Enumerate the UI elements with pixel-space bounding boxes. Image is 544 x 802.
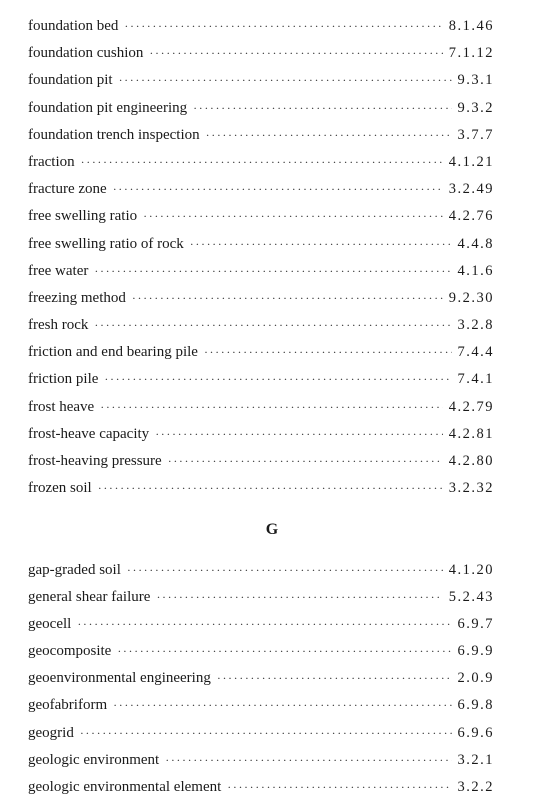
dot-leader bbox=[98, 475, 443, 502]
index-ref: 2.0.9 bbox=[457, 670, 494, 687]
index-entry bbox=[28, 692, 494, 719]
index-term: geologic environment bbox=[28, 751, 160, 768]
dot-leader bbox=[77, 611, 451, 638]
index-entry bbox=[28, 584, 494, 611]
index-entry bbox=[28, 611, 494, 638]
dot-leader bbox=[94, 258, 451, 285]
index-ref: 6.9.8 bbox=[457, 697, 494, 714]
dot-leader bbox=[113, 176, 443, 203]
index-entry bbox=[28, 475, 494, 502]
index-ref: 7.4.1 bbox=[457, 371, 494, 388]
index-entry bbox=[28, 312, 494, 339]
index-term: frozen soil bbox=[28, 480, 92, 497]
dot-leader bbox=[119, 67, 452, 94]
index-entry bbox=[28, 231, 494, 258]
index-ref: 3.2.8 bbox=[457, 317, 494, 334]
index-entry bbox=[28, 366, 494, 393]
index-ref: 3.2.2 bbox=[457, 778, 494, 795]
index-term: geocell bbox=[28, 616, 72, 633]
index-ref: 4.2.80 bbox=[448, 453, 494, 469]
index-ref: 6.9.9 bbox=[457, 643, 494, 660]
dot-leader bbox=[168, 448, 443, 475]
dot-leader bbox=[193, 95, 451, 122]
index-term: gap-graded soil bbox=[28, 562, 121, 578]
index-entry bbox=[28, 149, 494, 176]
index-entry bbox=[28, 13, 494, 40]
index-ref: 6.9.7 bbox=[457, 616, 494, 633]
index-term: free swelling ratio bbox=[28, 208, 138, 225]
index-term: foundation pit engineering bbox=[28, 99, 188, 116]
index-entry bbox=[28, 285, 494, 312]
index-term: geologic environmental element bbox=[28, 778, 222, 795]
index-ref: 3.2.32 bbox=[448, 480, 494, 497]
dot-leader bbox=[206, 122, 452, 149]
index-entry bbox=[28, 665, 494, 692]
dot-leader bbox=[149, 40, 442, 67]
dot-leader bbox=[81, 149, 443, 176]
index-term: general shear failure bbox=[28, 589, 151, 606]
index-term: foundation trench inspection bbox=[28, 126, 200, 143]
dot-leader bbox=[227, 774, 451, 801]
index-term: free swelling ratio of rock bbox=[28, 235, 184, 252]
index-entry bbox=[28, 203, 494, 230]
dot-leader bbox=[127, 557, 443, 584]
index-term: free water bbox=[28, 262, 89, 279]
index-term: fracture zone bbox=[28, 181, 107, 198]
index-ref: 4.2.79 bbox=[448, 398, 494, 415]
index-ref: 4.1.6 bbox=[457, 262, 494, 279]
index-ref: 5.2.43 bbox=[448, 589, 494, 606]
index-term: freezing method bbox=[28, 289, 126, 306]
index-term: geoenvironmental engineering bbox=[28, 670, 211, 687]
index-ref: 6.9.6 bbox=[457, 724, 494, 741]
dot-leader bbox=[117, 638, 451, 665]
index-term: friction pile bbox=[28, 371, 99, 388]
index-term: geofabriform bbox=[28, 697, 108, 714]
dot-leader bbox=[104, 366, 451, 393]
index-ref: 7.1.12 bbox=[448, 45, 494, 62]
index-ref: 4.1.21 bbox=[448, 153, 494, 170]
index-ref: 7.4.4 bbox=[457, 344, 494, 361]
dot-leader bbox=[217, 665, 452, 692]
dot-leader bbox=[190, 231, 452, 258]
index-ref: 3.7.7 bbox=[457, 126, 494, 143]
index-term: foundation cushion bbox=[28, 45, 144, 62]
index-term: fraction bbox=[28, 153, 75, 170]
dot-leader bbox=[143, 203, 443, 230]
section-heading-g: G bbox=[265, 521, 279, 538]
index-ref: 9.3.2 bbox=[457, 99, 494, 116]
index-term: geogrid bbox=[28, 724, 74, 741]
index-entry bbox=[28, 258, 494, 285]
index-entry bbox=[28, 774, 494, 801]
index-ref: 4.1.20 bbox=[448, 562, 494, 578]
index-entry bbox=[28, 638, 494, 665]
index-entry bbox=[28, 448, 494, 475]
index-entry bbox=[28, 421, 494, 448]
dot-leader bbox=[132, 285, 443, 312]
index-term: geocomposite bbox=[28, 643, 112, 660]
index-ref: 3.2.1 bbox=[457, 751, 494, 768]
dot-leader bbox=[80, 720, 452, 747]
index-entry bbox=[28, 557, 494, 584]
index-entry bbox=[28, 720, 494, 747]
dot-leader bbox=[100, 394, 443, 421]
index-entry bbox=[28, 394, 494, 421]
index-ref: 4.4.8 bbox=[457, 235, 494, 252]
index-term: fresh rock bbox=[28, 317, 89, 334]
index-term: foundation bed bbox=[28, 18, 119, 34]
index-ref: 8.1.46 bbox=[448, 18, 494, 34]
dot-leader bbox=[124, 13, 442, 40]
index-ref: 4.2.81 bbox=[448, 425, 494, 442]
index-term: frost-heaving pressure bbox=[28, 453, 162, 469]
index-term: frost heave bbox=[28, 398, 95, 415]
index-entry bbox=[28, 339, 494, 366]
dot-leader bbox=[113, 692, 451, 719]
index-term: friction and end bearing pile bbox=[28, 344, 198, 361]
index-term: foundation pit bbox=[28, 72, 113, 89]
dot-leader bbox=[204, 339, 452, 366]
dot-leader bbox=[94, 312, 451, 339]
dot-leader bbox=[155, 421, 443, 448]
index-entry bbox=[28, 67, 494, 94]
index-term: frost-heave capacity bbox=[28, 425, 150, 442]
index-entry bbox=[28, 176, 494, 203]
dot-leader bbox=[165, 747, 451, 774]
index-ref: 9.2.30 bbox=[448, 289, 494, 306]
index-section-g bbox=[28, 557, 494, 801]
dot-leader bbox=[156, 584, 442, 611]
index-ref: 9.3.1 bbox=[457, 72, 494, 89]
index-section-f bbox=[28, 13, 494, 502]
index-entry bbox=[28, 122, 494, 149]
index-entry bbox=[28, 40, 494, 67]
index-ref: 4.2.76 bbox=[448, 208, 494, 225]
index-entry bbox=[28, 747, 494, 774]
index-entry bbox=[28, 95, 494, 122]
index-ref: 3.2.49 bbox=[448, 181, 494, 198]
